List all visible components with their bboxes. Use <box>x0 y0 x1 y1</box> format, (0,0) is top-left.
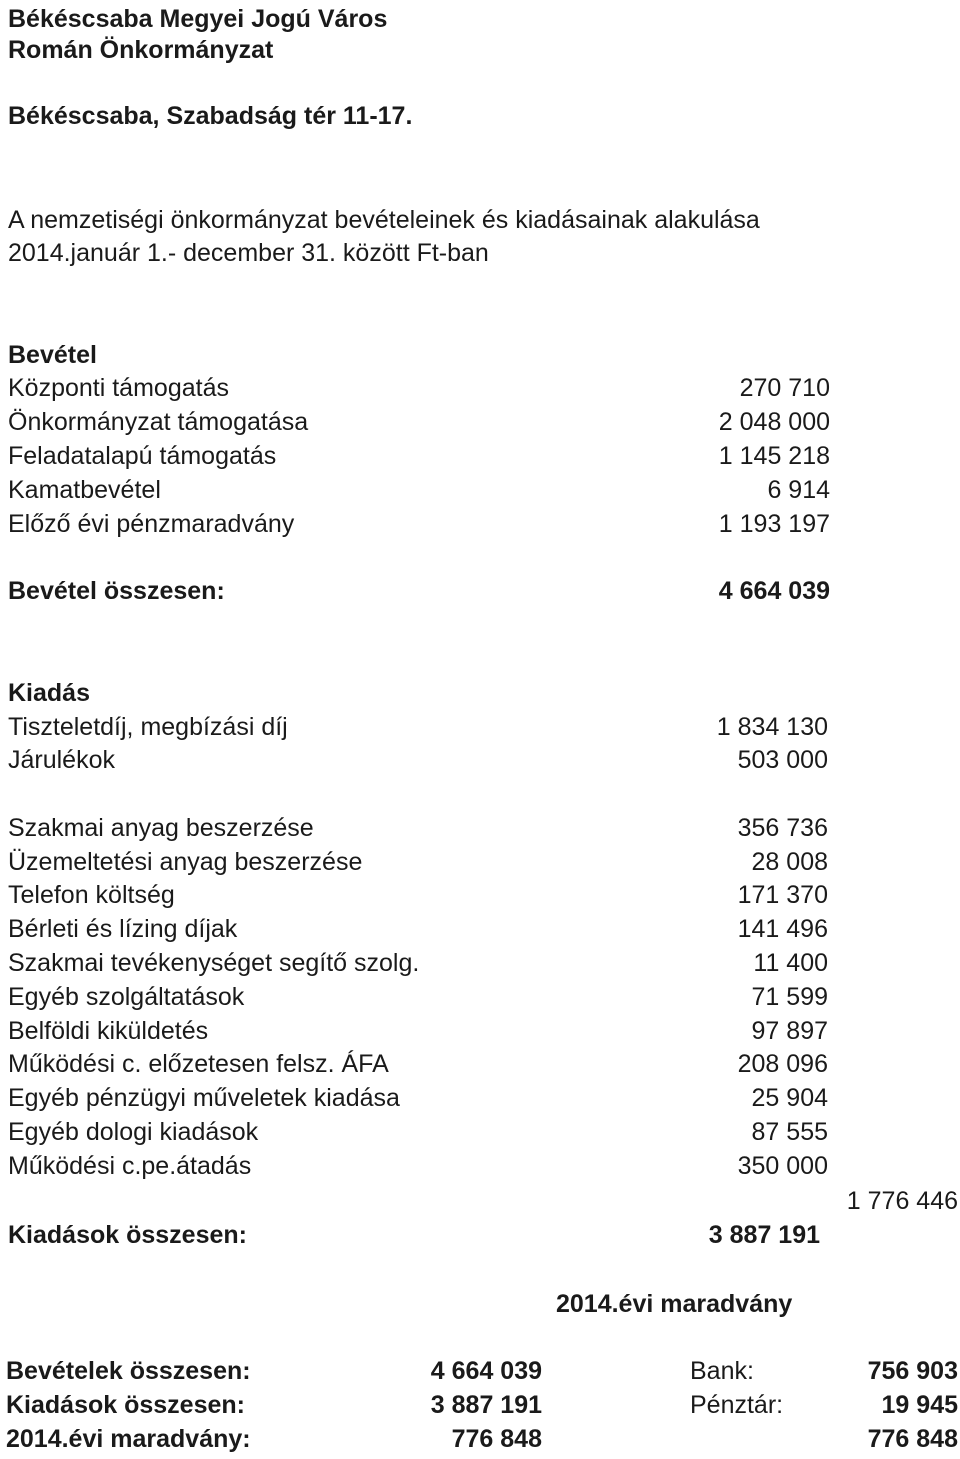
document-title-line2: 2014.január 1.- december 31. között Ft-ban <box>8 239 489 267</box>
income-heading: Bevétel <box>8 341 97 369</box>
cash-amount: 19 945 <box>881 1391 958 1419</box>
expense-item-label: Egyéb pénzügyi műveletek kiadása <box>8 1084 400 1112</box>
expense-item-amount: 25 904 <box>751 1084 828 1112</box>
expense-item-amount: 141 496 <box>737 915 828 943</box>
expense-item-label: Egyéb dologi kiadások <box>8 1118 259 1146</box>
summary-amount: 776 848 <box>451 1425 542 1453</box>
income-item-label: Kamatbevétel <box>8 476 161 504</box>
expense-item-amount: 350 000 <box>737 1152 828 1180</box>
expense-heading: Kiadás <box>8 679 90 707</box>
expense-item-amount: 503 000 <box>737 746 828 774</box>
expense-item-label: Belföldi kiküldetés <box>8 1017 209 1045</box>
cash-amount: 756 903 <box>867 1357 958 1385</box>
income-item-amount: 2 048 000 <box>718 408 830 436</box>
expense-item-label: Járulékok <box>8 746 115 774</box>
expense-item-label: Telefon költség <box>8 881 175 909</box>
expense-total-amount: 3 887 191 <box>708 1221 820 1249</box>
income-item-amount: 1 193 197 <box>718 510 830 538</box>
expense-item-amount: 71 599 <box>751 983 828 1011</box>
expense-item-label: Működési c. előzetesen felsz. ÁFA <box>8 1050 389 1078</box>
org-name-line2: Román Önkormányzat <box>8 36 274 64</box>
summary-label: Bevételek összesen: <box>6 1357 251 1385</box>
expense-item-amount: 171 370 <box>737 881 828 909</box>
document-title-line1: A nemzetiségi önkormányzat bevételeinek és kiadásainak alakulása <box>8 206 760 234</box>
expense-total-label: Kiadások összesen: <box>8 1221 247 1249</box>
expense-item-label: Egyéb szolgáltatások <box>8 983 245 1011</box>
expense-item-amount: 208 096 <box>737 1050 828 1078</box>
expense-item-amount: 11 400 <box>753 949 828 977</box>
expense-item-amount: 28 008 <box>751 848 828 876</box>
expense-subtotal: 1 776 446 <box>846 1187 958 1215</box>
expense-item-amount: 87 555 <box>751 1118 828 1146</box>
income-item-label: Feladatalapú támogatás <box>8 442 277 470</box>
expense-item-label: Működési c.pe.átadás <box>8 1152 252 1180</box>
expense-item-label: Szakmai tevékenységet segítő szolg. <box>8 949 420 977</box>
income-item-label: Központi támogatás <box>8 374 229 402</box>
expense-item-label: Tiszteletdíj, megbízási díj <box>8 713 288 741</box>
expense-item-amount: 1 834 130 <box>716 713 828 741</box>
income-item-amount: 6 914 <box>767 476 830 504</box>
cash-label: Bank: <box>690 1357 754 1385</box>
summary-label: 2014.évi maradvány: <box>6 1425 251 1453</box>
income-item-amount: 1 145 218 <box>718 442 830 470</box>
income-item-label: Önkormányzat támogatása <box>8 408 309 436</box>
income-total-amount: 4 664 039 <box>718 577 830 605</box>
expense-item-amount: 356 736 <box>737 814 828 842</box>
income-item-amount: 270 710 <box>739 374 830 402</box>
expense-item-amount: 97 897 <box>751 1017 828 1045</box>
cash-label: Pénztár: <box>690 1391 784 1419</box>
income-item-label: Előző évi pénzmaradvány <box>8 510 295 538</box>
cash-amount: 776 848 <box>867 1425 958 1453</box>
remainder-heading: 2014.évi maradvány <box>556 1290 793 1318</box>
summary-label: Kiadások összesen: <box>6 1391 245 1419</box>
expense-item-label: Bérleti és lízing díjak <box>8 915 238 943</box>
income-total-label: Bevétel összesen: <box>8 577 225 605</box>
expense-item-label: Üzemeltetési anyag beszerzése <box>8 848 363 876</box>
org-address: Békéscsaba, Szabadság tér 11-17. <box>8 102 413 130</box>
org-name-line1: Békéscsaba Megyei Jogú Város <box>8 5 388 33</box>
expense-item-label: Szakmai anyag beszerzése <box>8 814 314 842</box>
summary-amount: 3 887 191 <box>430 1391 542 1419</box>
summary-amount: 4 664 039 <box>430 1357 542 1385</box>
